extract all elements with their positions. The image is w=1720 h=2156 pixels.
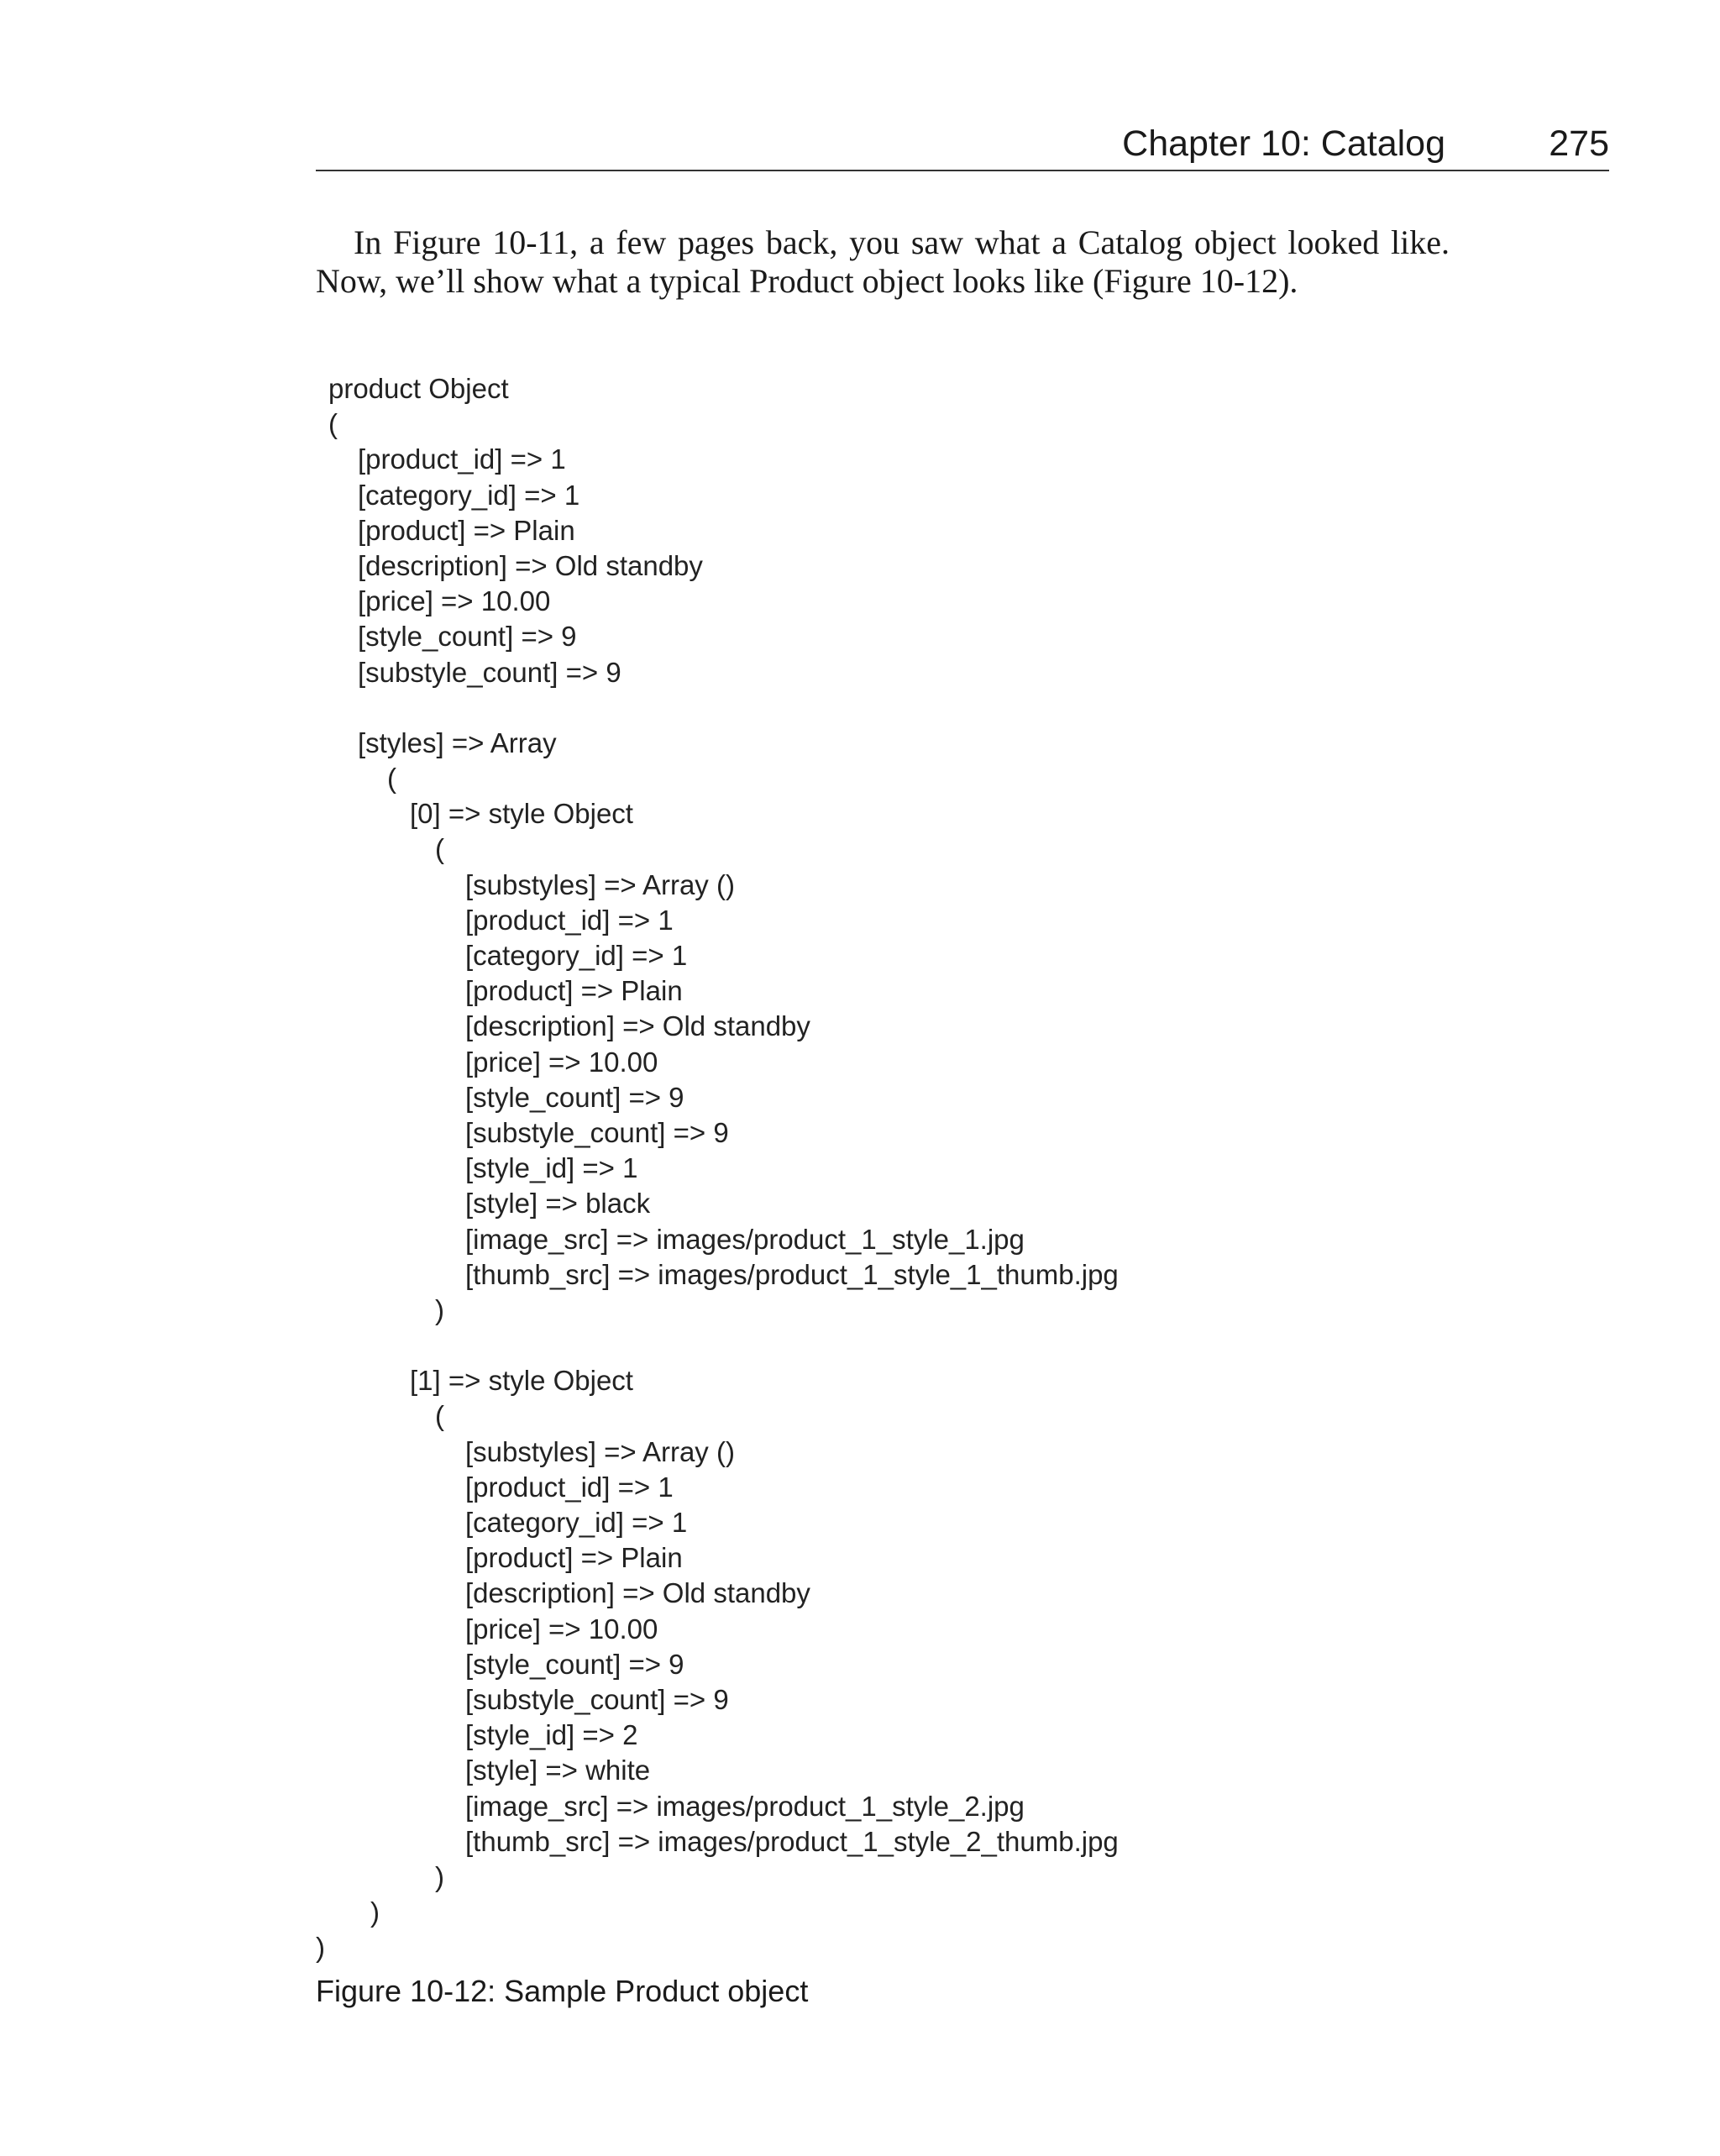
code-line: ) (435, 1860, 444, 1892)
code-line: [substyle_count] => 9 (358, 656, 621, 688)
code-line: [product] => Plain (465, 1542, 683, 1574)
code-line: product Object (328, 373, 509, 404)
code-line: [price] => 10.00 (465, 1613, 658, 1645)
intro-line-2: Now, we’ll show what a typical Product object looks like (Figure 10-12). (316, 262, 1298, 300)
code-line: [price] => 10.00 (465, 1046, 658, 1078)
code-line: [product] => Plain (465, 975, 683, 1007)
code-line: [description] => Old standby (465, 1577, 810, 1609)
code-line: [product_id] => 1 (465, 1471, 674, 1503)
code-line: [category_id] => 1 (465, 940, 688, 971)
page-number: 275 (1549, 123, 1609, 164)
code-line: [substyles] => Array () (465, 868, 735, 900)
code-line: [image_src] => images/product_1_style_2.jpg (465, 1790, 1025, 1822)
code-line: [style_id] => 2 (465, 1719, 638, 1751)
code-line: [thumb_src] => images/product_1_style_1_thumb.jpg (465, 1258, 1119, 1290)
code-line: [description] => Old standby (358, 549, 703, 581)
code-line: [style] => black (465, 1188, 651, 1220)
code-line: [style_count] => 9 (465, 1648, 684, 1680)
code-line: [1] => style Object (410, 1365, 633, 1397)
code-line (316, 1328, 1119, 1363)
code-line: [substyles] => Array () (465, 1435, 735, 1467)
code-line: [style_count] => 9 (465, 1081, 684, 1113)
code-listing (316, 371, 1119, 1965)
code-line: [category_id] => 1 (358, 479, 580, 511)
code-line: [style_count] => 9 (358, 621, 577, 653)
code-line: ( (328, 408, 338, 440)
code-line: [description] => Old standby (465, 1010, 810, 1042)
code-line: ( (435, 833, 444, 865)
code-line: ) (316, 1932, 325, 1964)
code-line (316, 690, 1119, 726)
code-line: [style] => white (465, 1755, 651, 1786)
code-line: ( (435, 1400, 444, 1432)
figure-caption: Figure 10-12: Sample Product object (316, 1974, 809, 2008)
code-line: [product] => Plain (358, 514, 575, 546)
code-line: [image_src] => images/product_1_style_1.jpg (465, 1223, 1025, 1255)
code-line: [style_id] => 1 (465, 1152, 638, 1184)
intro-paragraph (316, 223, 1450, 301)
chapter-title: Chapter 10: Catalog (1122, 123, 1445, 164)
code-line: [product_id] => 1 (358, 443, 566, 475)
intro-line-1: In Figure 10-11, a few pages back, you saw what a Catalog object looked like. (354, 223, 1450, 261)
code-line: [substyle_count] => 9 (465, 1116, 729, 1148)
code-line: [product_id] => 1 (465, 904, 674, 936)
code-line: ) (370, 1896, 380, 1928)
code-line: [thumb_src] => images/product_1_style_2_thumb.jpg (465, 1825, 1119, 1857)
code-line: [category_id] => 1 (465, 1507, 688, 1538)
code-line: [price] => 10.00 (358, 585, 551, 617)
running-header (316, 118, 1609, 171)
code-line: [0] => style Object (410, 798, 633, 830)
code-line: ( (387, 763, 396, 795)
code-line: [substyle_count] => 9 (465, 1683, 729, 1715)
code-line: ) (435, 1293, 444, 1325)
code-line: [styles] => Array (358, 727, 557, 758)
